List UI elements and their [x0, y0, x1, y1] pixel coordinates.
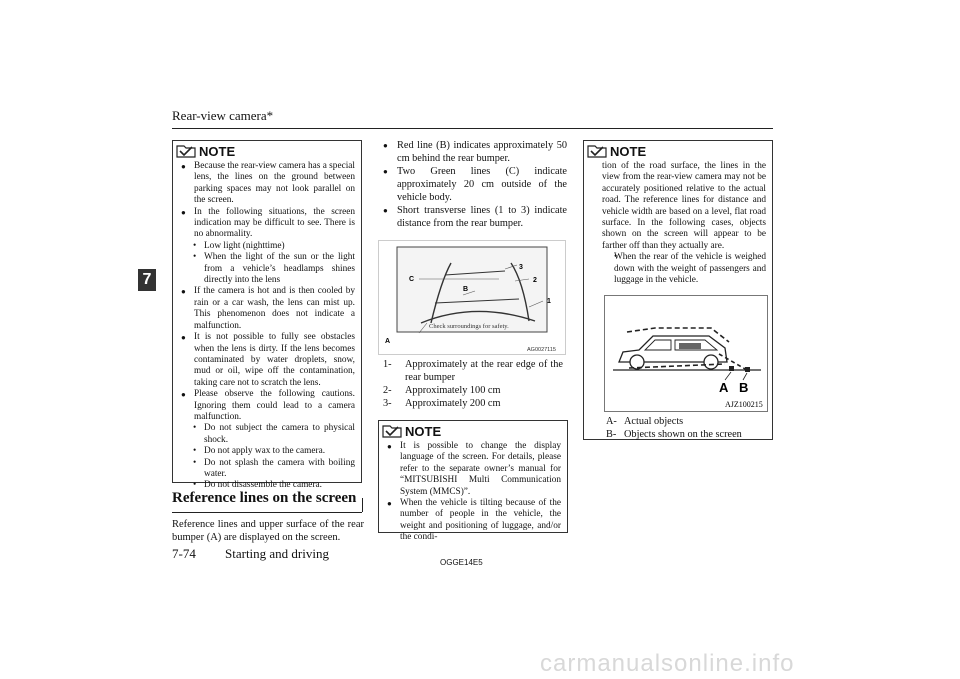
note-sub-item: • Do not apply wax to the camera. [181, 446, 355, 457]
legend-text: Objects shown on the screen [624, 429, 742, 440]
note-sub-item: • Do not splash the camera with boiling water. [181, 458, 355, 481]
note-label: NOTE [199, 143, 236, 159]
reference-bullet: ● Red line (B) indicates approximately 50 cm behind the rear bumper. [383, 139, 567, 165]
chapter-tab: 7 [138, 269, 156, 291]
header-rule [172, 128, 773, 129]
section-title-rule [172, 512, 362, 513]
figure1-code: AG0027115 [527, 347, 556, 353]
vehicle-tilt-illustration [605, 296, 767, 411]
reference-bullet: ● Two Green lines (C) indicate approximately 20 cm outside of the vehicle body. [383, 165, 567, 204]
list-text: Approximately 200 cm [405, 398, 501, 409]
distance-list-item [383, 397, 563, 410]
footer-section: Starting and driving [225, 546, 329, 561]
note-bullet-item: ● It is not possible to fully see obstacles when the lens is dirty. If the lens becomes contaminated by water droplets, snow, mud or oil, wipe off the contamination, taking care not to scratch the lens. [181, 332, 355, 389]
list-number: 2- [383, 385, 392, 396]
footer-page-number: 7-74 [172, 546, 196, 561]
note-sub-item: • Low light (nighttime) [181, 241, 355, 252]
figure-rear-view-screen [378, 240, 566, 355]
note-body-2 [387, 441, 561, 544]
list-number: 3- [383, 398, 392, 409]
legend-item [606, 428, 742, 441]
screen-caption: Check surroundings for safety. [429, 323, 509, 330]
legend-text: Actual objects [624, 416, 684, 427]
list-text: Approximately at the rear edge of the rear bumper [405, 359, 563, 383]
section-title-rule-end [362, 498, 363, 512]
label-3: 3 [519, 264, 523, 271]
label-a: A [385, 338, 391, 345]
note-icon [175, 143, 197, 159]
note-box-3 [583, 140, 773, 440]
note3-sub-item: • When the rear of the vehicle is weighed down with the weight of passengers and luggage in the vehicle. [602, 252, 766, 286]
note-bullet-item: ● Please observe the following cautions. Ignoring them could lead to a camera malfunction. [181, 389, 355, 423]
note-label: NOTE [610, 143, 647, 159]
note-label: NOTE [405, 423, 442, 439]
figure-vehicle-tilt [604, 295, 768, 412]
label-c: C [409, 276, 415, 283]
figure2-code: AJZ100215 [725, 400, 763, 409]
legend-item [606, 415, 742, 428]
label-b: B [463, 286, 469, 293]
note-bullet-item: ● It is possible to change the display language of the screen. For details, please refer to the separate owner’s manual for “MITSUBISHI Multi Communication System (MMCS)”. [387, 441, 561, 498]
label-1: 1 [547, 298, 551, 305]
reference-bullet: ● Short transverse lines (1 to 3) indicate distance from the rear bumper. [383, 204, 567, 230]
label-a: A [719, 380, 729, 395]
figure2-legend [606, 415, 742, 441]
note-box-1 [172, 140, 362, 491]
note-header [175, 143, 235, 159]
label-b: B [739, 380, 749, 395]
note-icon [586, 143, 608, 159]
note-icon [381, 423, 403, 439]
note-sub-item: • When the light of the sun or the light from a vehicle’s headlamps shines directly into the lens [181, 252, 355, 286]
footer-code: OGGE14E5 [440, 558, 483, 567]
note-header-2 [381, 423, 441, 439]
distance-list [383, 358, 563, 410]
legend-key: A- [606, 416, 617, 427]
note-header-3 [586, 143, 646, 159]
distance-list-item [383, 358, 563, 384]
note-box-2 [378, 420, 568, 543]
legend-key: B- [606, 429, 617, 440]
note-bullet-item: ● In the following situations, the screen indication may be difficult to see. There is no abnormality. [181, 207, 355, 241]
note-sub-item: • Do not disassemble the camera. [181, 480, 355, 491]
note-bullet-item: ● If the camera is hot and is then cooled by rain or a car wash, the lens can mist up. This phenomenon does not indicate a malfunction. [181, 286, 355, 332]
note3-paragraph: tion of the road surface, the lines in the view from the rear-view camera may not be accurately positioned relative to the actual road. The reference lines for distance and vehicle width are based on a level, flat road surface. In the following cases, objects shown on the screen will appear to be farther off than they actually are. [602, 161, 766, 251]
section-title: Reference lines on the screen [172, 490, 357, 506]
label-2: 2 [533, 277, 537, 284]
list-text: Approximately 100 cm [405, 385, 501, 396]
rear-view-screen-illustration [379, 241, 565, 354]
note-body-1 [181, 161, 355, 492]
page-header-title: Rear-view camera* [172, 108, 274, 123]
note-body-3 [602, 161, 766, 286]
distance-list-item [383, 384, 563, 397]
note-bullet-item: ● When the vehicle is tilting because of the number of people in the vehicle, the weight and positioning of luggage, and/or the condi- [387, 498, 561, 544]
note-sub-item: • Do not subject the camera to physical shock. [181, 423, 355, 446]
watermark: carmanualsonline.info [540, 650, 795, 677]
section-intro: Reference lines and upper surface of the rear bumper (A) are displayed on the screen. [172, 519, 364, 543]
note-bullet-item: ● Because the rear-view camera has a special lens, the lines on the ground between parking spaces may not look parallel on the screen. [181, 161, 355, 207]
reference-line-bullets [383, 139, 567, 230]
list-number: 1- [383, 359, 392, 370]
